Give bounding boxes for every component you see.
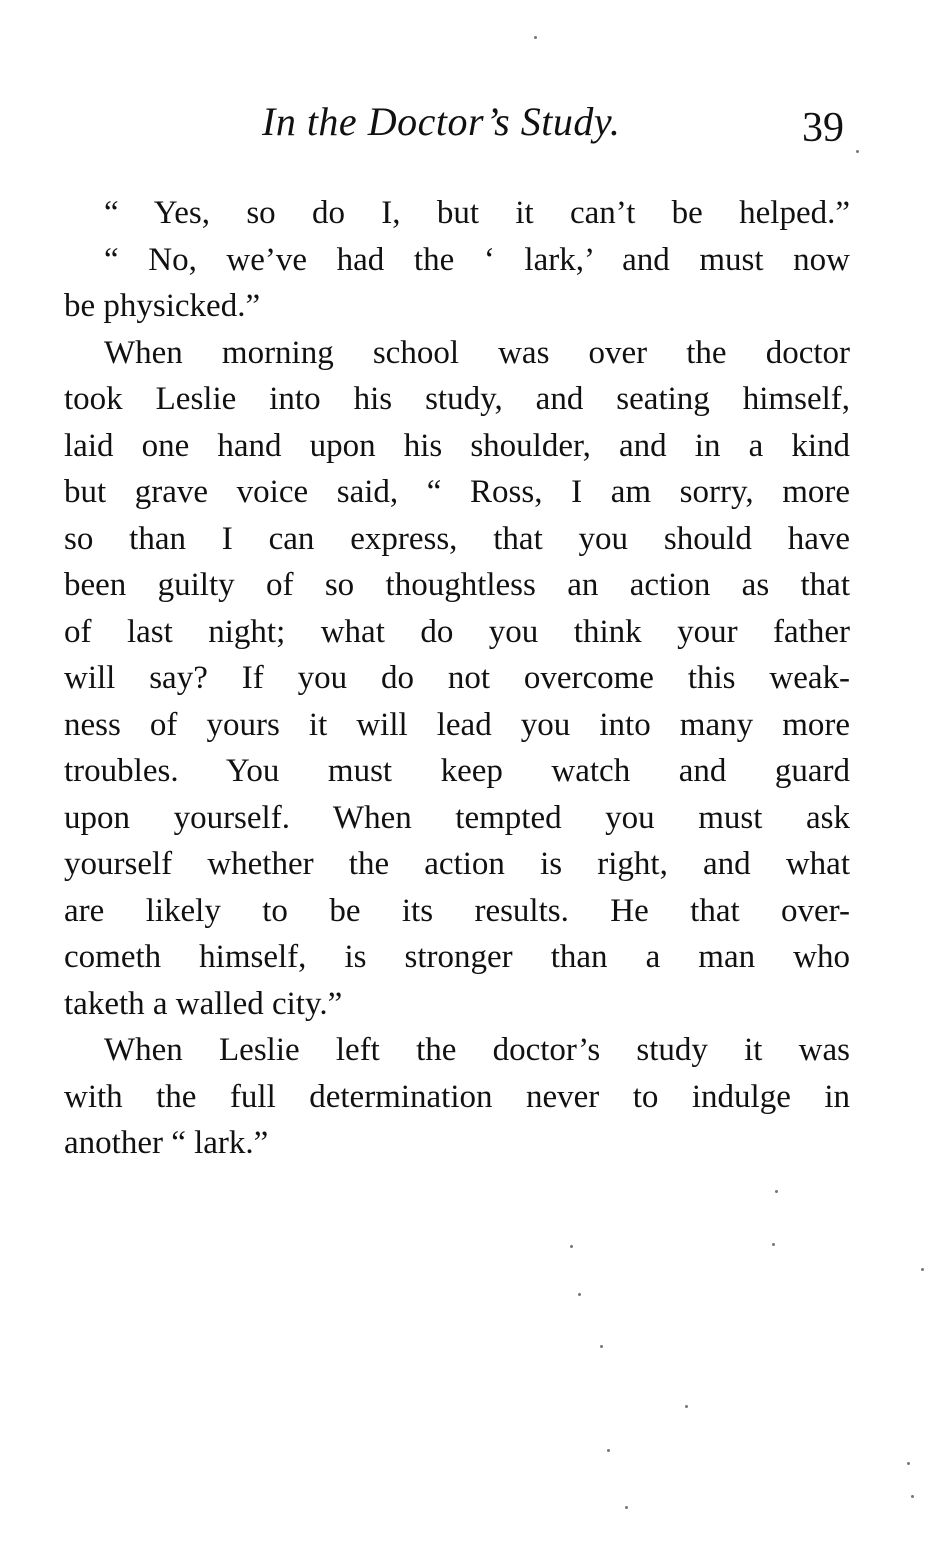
- text-line: took Leslie into his study, and seating himself,: [64, 381, 850, 417]
- scan-speck: [607, 1449, 610, 1452]
- text-line: another “ lark.”: [64, 1125, 269, 1161]
- text-line: so than I can express, that you should have: [64, 520, 850, 557]
- page-number: 39: [802, 105, 844, 151]
- body-text: [64, 190, 850, 1167]
- scan-speck: [856, 150, 859, 153]
- text-line: been guilty of so thoughtless an action as that: [64, 567, 850, 603]
- text-line: laid one hand upon his shoulder, and in a kind: [64, 427, 850, 464]
- scan-speck: [570, 1245, 573, 1248]
- scan-speck: [775, 1190, 778, 1193]
- text-line: be physicked.”: [64, 288, 261, 324]
- text-line: but grave voice said, “ Ross, I am sorry, more: [64, 474, 850, 510]
- scan-speck: [625, 1506, 628, 1509]
- scan-speck: [578, 1293, 581, 1296]
- text-line: “ Yes, so do I, but it can’t be helped.”: [104, 195, 850, 231]
- text-line: taketh a walled city.”: [64, 985, 343, 1022]
- running-head: [0, 96, 931, 152]
- scan-speck: [911, 1495, 914, 1498]
- scan-speck: [685, 1405, 688, 1408]
- text-line: cometh himself, is stronger than a man who: [64, 939, 850, 975]
- scan-speck: [907, 1462, 910, 1465]
- text-line: “ No, we’ve had the ‘ lark,’ and must now: [104, 241, 850, 278]
- text-line: will say? If you do not overcome this weak-: [64, 660, 850, 696]
- text-line: troubles. You must keep watch and guard: [64, 753, 850, 789]
- text-line: ness of yours it will lead you into many more: [64, 706, 850, 743]
- text-line: of last night; what do you think your father: [64, 613, 850, 650]
- text-line: When morning school was over the doctor: [104, 334, 850, 371]
- text-line: with the full determination never to indulge in: [64, 1078, 850, 1115]
- text-line: upon yourself. When tempted you must ask: [64, 799, 850, 836]
- text-line: yourself whether the action is right, and what: [64, 846, 850, 882]
- scan-speck: [772, 1243, 775, 1246]
- scan-speck: [921, 1268, 924, 1271]
- running-title: In the Doctor’s Study.: [262, 99, 621, 144]
- text-line: When Leslie left the doctor’s study it was: [104, 1032, 850, 1068]
- text-line: are likely to be its results. He that over-: [64, 892, 850, 929]
- scan-speck: [534, 36, 537, 39]
- scan-speck: [600, 1345, 603, 1348]
